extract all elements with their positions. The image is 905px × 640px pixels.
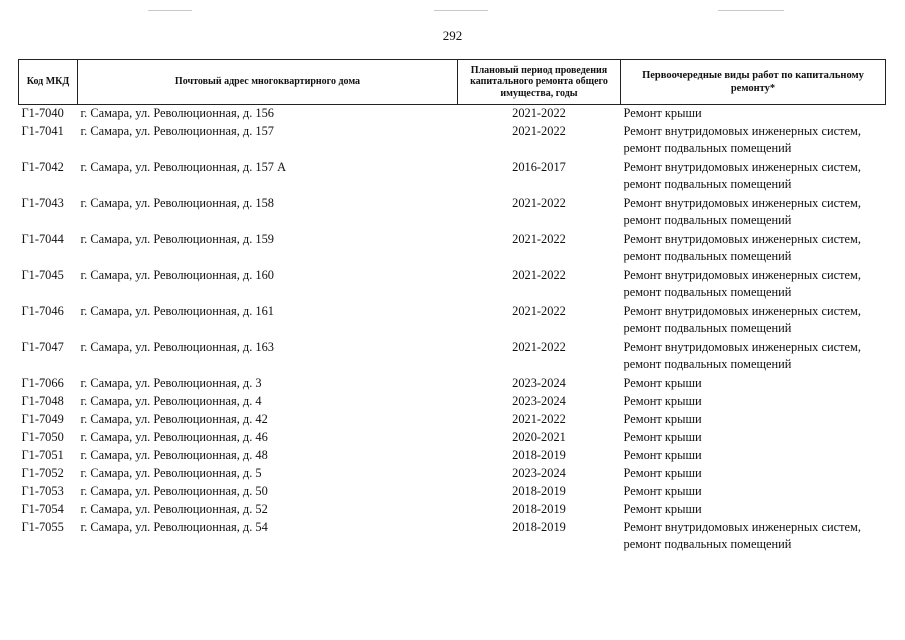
works-line: ремонт подвальных помещений [623,321,792,335]
cell-period: 2018-2019 [512,448,566,462]
cell-code: Г1-7054 [21,502,64,516]
works-line: Ремонт внутридомовых инженерных систем, [623,196,861,210]
cell-works [621,411,886,429]
cell-works [621,375,886,393]
cell-code: Г1-7066 [21,376,64,390]
cell-code: Г1-7041 [21,124,64,138]
cell-works [621,429,886,447]
works-line: Ремонт внутридомовых инженерных систем, [623,520,861,534]
table-row [19,105,886,124]
cell-code: Г1-7052 [21,466,64,480]
table-body [19,105,886,556]
works-line: ремонт подвальных помещений [623,249,792,263]
cell-period: 2021-2022 [512,124,566,138]
cell-works [621,339,886,375]
cell-works [621,303,886,339]
table-row [19,519,886,555]
table-row [19,303,886,339]
table-row [19,339,886,375]
cell-code: Г1-7040 [21,106,64,120]
cell-period: 2021-2022 [512,268,566,282]
table-row [19,393,886,411]
works-line: Ремонт крыши [623,466,702,480]
cell-address: г. Самара, ул. Революционная, д. 5 [80,466,262,480]
table-row [19,375,886,393]
cell-works [621,231,886,267]
cell-works [621,393,886,411]
cell-address: г. Самара, ул. Революционная, д. 50 [80,484,268,498]
cell-period: 2018-2019 [512,520,566,534]
works-line: Ремонт крыши [623,376,702,390]
cell-address: г. Самара, ул. Революционная, д. 163 [80,340,274,354]
cell-period: 2021-2022 [512,106,566,120]
table-row [19,411,886,429]
cell-works [621,501,886,519]
cell-period: 2023-2024 [512,466,566,480]
works-line: Ремонт внутридомовых инженерных систем, [623,340,861,354]
works-line: Ремонт крыши [623,502,702,516]
cell-works [621,105,886,124]
cell-code: Г1-7046 [21,304,64,318]
cell-works [621,519,886,555]
cell-code: Г1-7049 [21,412,64,426]
cell-address: г. Самара, ул. Революционная, д. 52 [80,502,268,516]
cell-address: г. Самара, ул. Революционная, д. 158 [80,196,274,210]
table-row [19,123,886,159]
cell-period: 2021-2022 [512,196,566,210]
works-line: Ремонт крыши [623,430,702,444]
cell-address: г. Самара, ул. Революционная, д. 157 А [80,160,287,174]
cell-address: г. Самара, ул. Революционная, д. 4 [80,394,262,408]
works-line: Ремонт внутридомовых инженерных систем, [623,160,861,174]
cell-code: Г1-7045 [21,268,64,282]
works-line: Ремонт внутридомовых инженерных систем, [623,124,861,138]
works-line: Ремонт крыши [623,484,702,498]
repair-schedule-table [18,59,886,555]
table-row [19,267,886,303]
cell-code: Г1-7042 [21,160,64,174]
cell-address: г. Самара, ул. Революционная, д. 159 [80,232,274,246]
cell-address: г. Самара, ул. Революционная, д. 42 [80,412,268,426]
cell-code: Г1-7048 [21,394,64,408]
cell-code: Г1-7055 [21,520,64,534]
works-line: ремонт подвальных помещений [623,177,792,191]
cell-address: г. Самара, ул. Революционная, д. 48 [80,448,268,462]
cell-period: 2021-2022 [512,412,566,426]
cell-address: г. Самара, ул. Революционная, д. 3 [80,376,262,390]
cell-period: 2016-2017 [512,160,566,174]
works-line: ремонт подвальных помещений [623,213,792,227]
header-row [19,60,886,105]
cell-works [621,195,886,231]
cell-works [621,159,886,195]
cell-works [621,483,886,501]
cell-code: Г1-7044 [21,232,64,246]
page-number: 292 [442,28,463,43]
cell-code: Г1-7047 [21,340,64,354]
cell-address: г. Самара, ул. Революционная, д. 161 [80,304,274,318]
cell-works [621,267,886,303]
table-header [19,60,886,105]
table-row [19,483,886,501]
cell-period: 2020-2021 [512,430,566,444]
works-line: Ремонт крыши [623,412,702,426]
cell-address: г. Самара, ул. Революционная, д. 156 [80,106,274,120]
cell-code: Г1-7053 [21,484,64,498]
cell-code: Г1-7051 [21,448,64,462]
cell-code: Г1-7050 [21,430,64,444]
works-line: ремонт подвальных помещений [623,285,792,299]
cell-period: 2023-2024 [512,376,566,390]
cell-works [621,123,886,159]
works-line: ремонт подвальных помещений [623,357,792,371]
header-code: Код МКД [19,60,78,105]
works-line: Ремонт внутридомовых инженерных систем, [623,304,861,318]
header-works: Первоочередные виды работ по капитальному ремонту* [621,60,886,105]
works-line: Ремонт крыши [623,106,702,120]
table-row [19,159,886,195]
cell-code: Г1-7043 [21,196,64,210]
works-line: ремонт подвальных помещений [623,537,792,551]
works-line: Ремонт внутридомовых инженерных систем, [623,232,861,246]
header-period: Плановый период проведения капитального ремонта общего имущества, годы [458,60,621,105]
cell-period: 2018-2019 [512,502,566,516]
table-row [19,465,886,483]
table-row [19,501,886,519]
cell-address: г. Самара, ул. Революционная, д. 54 [80,520,268,534]
table-row [19,447,886,465]
works-line: ремонт подвальных помещений [623,141,792,155]
table-row [19,195,886,231]
cell-address: г. Самара, ул. Революционная, д. 46 [80,430,268,444]
table-row [19,429,886,447]
cell-period: 2018-2019 [512,484,566,498]
cell-period: 2021-2022 [512,340,566,354]
cell-period: 2023-2024 [512,394,566,408]
cell-address: г. Самара, ул. Революционная, д. 160 [80,268,274,282]
works-line: Ремонт крыши [623,394,702,408]
cell-period: 2021-2022 [512,232,566,246]
cell-address: г. Самара, ул. Революционная, д. 157 [80,124,274,138]
works-line: Ремонт внутридомовых инженерных систем, [623,268,861,282]
works-line: Ремонт крыши [623,448,702,462]
cell-works [621,465,886,483]
cell-period: 2021-2022 [512,304,566,318]
scan-artifact-marks [0,10,905,14]
cell-works [621,447,886,465]
table-row [19,231,886,267]
header-address: Почтовый адрес многоквартирного дома [78,60,458,105]
